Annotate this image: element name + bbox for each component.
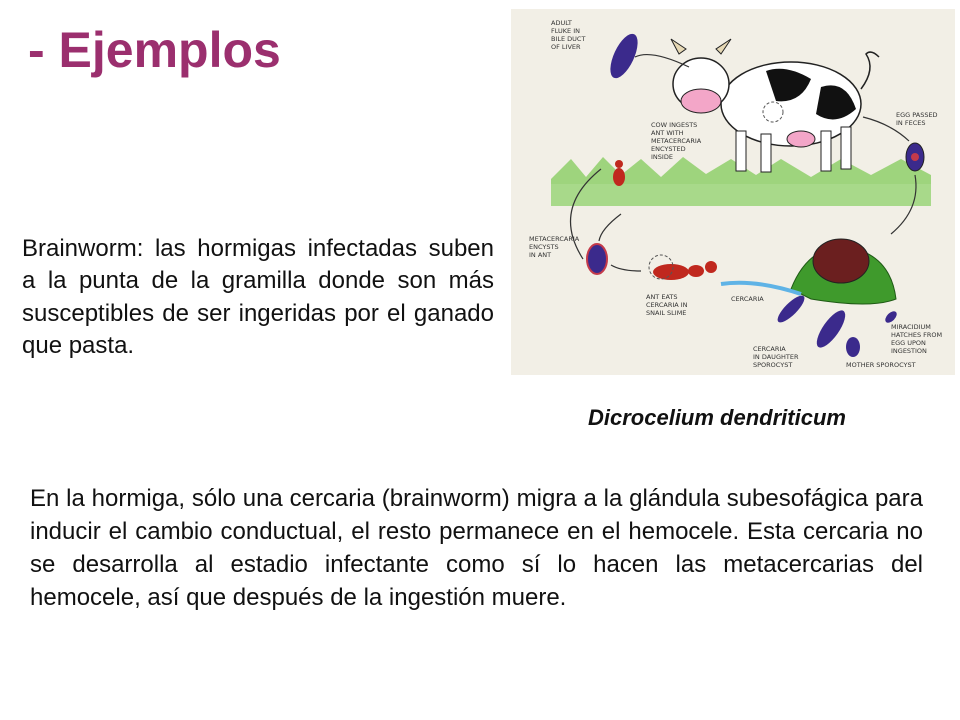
- svg-text:IN ANT: IN ANT: [529, 251, 552, 259]
- svg-text:BILE DUCT: BILE DUCT: [551, 35, 586, 43]
- svg-text:MIRACIDIUM: MIRACIDIUM: [891, 323, 931, 331]
- cercaria-paragraph: En la hormiga, sólo una cercaria (brainworm) migra a la glándula subesofágica para inducir el cambio conductual, el resto permanece en el hemocele. Esta cercaria no se desarrolla al estadio infectante como sí lo hacen las metacercarias del hemocele, así que después de la ingestión muere.: [30, 485, 923, 612]
- svg-text:INGESTION: INGESTION: [891, 347, 927, 355]
- svg-text:ANT EATS: ANT EATS: [646, 293, 678, 301]
- life-cycle-illustration: [511, 9, 955, 375]
- svg-text:EGG UPON: EGG UPON: [891, 339, 926, 347]
- svg-text:IN DAUGHTER: IN DAUGHTER: [753, 353, 799, 361]
- svg-text:ADULT: ADULT: [551, 19, 572, 27]
- svg-text:ANT WITH: ANT WITH: [651, 129, 684, 137]
- svg-text:MOTHER SPOROCYST: MOTHER SPOROCYST: [846, 361, 916, 369]
- svg-text:EGG PASSED: EGG PASSED: [896, 111, 938, 119]
- slide-title: - Ejemplos: [28, 22, 281, 78]
- figure-caption: Dicrocelium dendriticum: [588, 405, 846, 430]
- svg-text:ENCYSTED: ENCYSTED: [651, 145, 686, 153]
- svg-text:FLUKE IN: FLUKE IN: [551, 27, 581, 35]
- svg-text:IN FECES: IN FECES: [896, 119, 926, 127]
- svg-text:OF LIVER: OF LIVER: [551, 43, 581, 51]
- svg-text:COW INGESTS: COW INGESTS: [651, 121, 698, 129]
- brainworm-paragraph: Brainworm: las hormigas infectadas suben a la punta de la gramilla donde son más susceptibles de ser ingeridas por el ganado que pasta.: [22, 235, 494, 360]
- svg-text:ENCYSTS: ENCYSTS: [529, 243, 559, 251]
- svg-text:HATCHES FROM: HATCHES FROM: [891, 331, 943, 339]
- svg-text:METACERCARIA: METACERCARIA: [651, 137, 702, 145]
- svg-text:INSIDE: INSIDE: [651, 153, 673, 161]
- svg-text:CERCARIA IN: CERCARIA IN: [646, 301, 688, 309]
- svg-text:METACERCARIA: METACERCARIA: [529, 235, 580, 243]
- svg-text:SPOROCYST: SPOROCYST: [753, 361, 793, 369]
- svg-text:SNAIL SLIME: SNAIL SLIME: [646, 309, 687, 317]
- svg-text:CERCARIA: CERCARIA: [731, 295, 764, 303]
- svg-text:CERCARIA: CERCARIA: [753, 345, 786, 353]
